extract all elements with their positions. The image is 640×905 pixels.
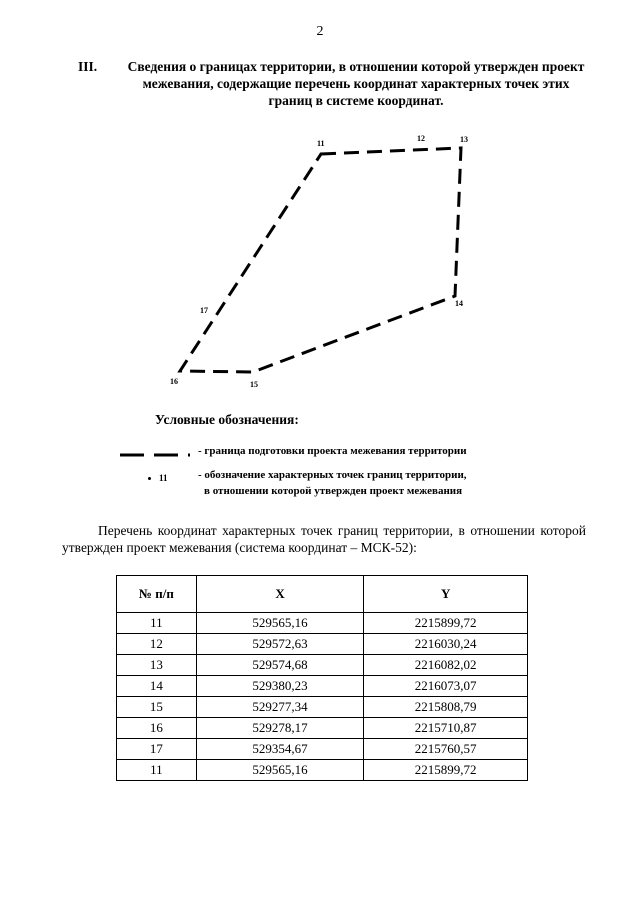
cell-x: 529354,67 [196, 739, 364, 760]
cell-x: 529574,68 [196, 655, 364, 676]
cell-y: 2215899,72 [364, 760, 528, 781]
point-label-12: 12 [417, 134, 425, 143]
cell-index: 14 [117, 676, 197, 697]
cell-y: 2215899,72 [364, 613, 528, 634]
cell-x: 529277,34 [196, 697, 364, 718]
table-row [117, 760, 528, 781]
cell-x: 529278,17 [196, 718, 364, 739]
point-marker-icon [148, 477, 151, 480]
point-label-13: 13 [460, 135, 468, 144]
cell-index: 15 [117, 697, 197, 718]
cell-y: 2215710,87 [364, 718, 528, 739]
legend-point-sample [148, 473, 168, 483]
table-row [117, 697, 528, 718]
intro-paragraph: Перечень координат характерных точек границ территории, в отношении которой утвержден проект межевания (система координат – МСК-52): [62, 523, 586, 555]
territory-boundary [180, 148, 461, 372]
cell-index: 11 [117, 760, 197, 781]
cell-index: 11 [117, 613, 197, 634]
coordinates-table [116, 575, 528, 781]
section-number: III. [78, 59, 98, 74]
cell-index: 16 [117, 718, 197, 739]
table-row [117, 718, 528, 739]
table-row [117, 634, 528, 655]
cell-index: 13 [117, 655, 197, 676]
page-number: 2 [316, 24, 324, 39]
cell-x: 529572,63 [196, 634, 364, 655]
legend-point-text [198, 467, 467, 499]
table-header-row [117, 576, 528, 613]
header-index: № п/п [117, 576, 197, 613]
table-row [117, 613, 528, 634]
point-label-15: 15 [250, 380, 258, 389]
table-row [117, 655, 528, 676]
cell-y: 2215808,79 [364, 697, 528, 718]
legend-point-text-line2: в отношении которой утвержден проект межевания [204, 485, 463, 497]
legend-point-text-line1: - обозначение характерных точек границ территории, [198, 469, 467, 481]
legend-point-label: 11 [159, 473, 168, 483]
boundary-line-sample [120, 452, 190, 458]
boundary-scheme [0, 0, 640, 400]
point-label-17: 17 [200, 306, 208, 315]
cell-x: 529565,16 [196, 613, 364, 634]
cell-index: 12 [117, 634, 197, 655]
section-title: Сведения о границах территории, в отношении которой утвержден проект межевания, содержащие перечень координат характерных точек этих границ в системе координат. [127, 59, 585, 108]
point-label-14: 14 [455, 299, 463, 308]
point-label-16: 16 [170, 377, 178, 386]
cell-y: 2216082,02 [364, 655, 528, 676]
point-label-11: 11 [317, 139, 325, 148]
cell-x: 529380,23 [196, 676, 364, 697]
table-row [117, 676, 528, 697]
legend-title: Условные обозначения: [155, 412, 299, 427]
cell-y: 2216073,07 [364, 676, 528, 697]
cell-y: 2216030,24 [364, 634, 528, 655]
header-y: Y [364, 576, 528, 613]
cell-x: 529565,16 [196, 760, 364, 781]
legend-boundary-text: - граница подготовки проекта межевания территории [198, 445, 467, 457]
header-x: X [196, 576, 364, 613]
cell-y: 2215760,57 [364, 739, 528, 760]
table-row [117, 739, 528, 760]
cell-index: 17 [117, 739, 197, 760]
